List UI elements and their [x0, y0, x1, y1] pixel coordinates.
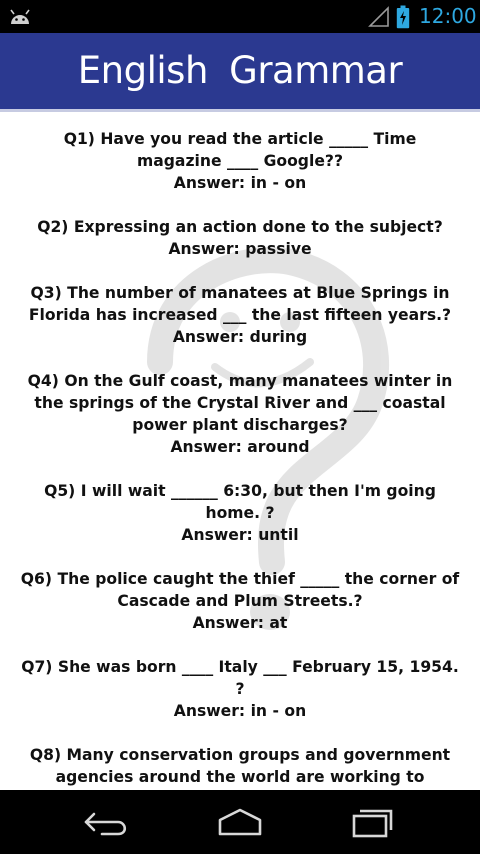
list-item — [20, 370, 460, 458]
question-text: Q6) The police caught the thief _____ the corner of Cascade and Plum Streets.? — [20, 570, 460, 610]
question-text: Q1) Have you read the article _____ Time magazine ____ Google?? — [63, 130, 417, 170]
battery-icon — [396, 5, 410, 29]
question-text: Q7) She was born ____ Italy ___ February 15, 1954. ? — [21, 658, 459, 698]
questions-scroll-area[interactable] — [0, 112, 480, 790]
list-item — [20, 216, 460, 260]
recent-apps-icon[interactable] — [344, 804, 400, 840]
answer-text: Answer: passive — [168, 240, 312, 258]
question-text: Q8) Many conservation groups and government agencies around the world are working to — [29, 746, 451, 786]
list-item — [20, 282, 460, 348]
back-icon[interactable] — [80, 804, 136, 840]
page-title: English Grammar — [77, 49, 403, 92]
question-list — [20, 128, 460, 832]
list-item — [20, 128, 460, 194]
list-item — [20, 480, 460, 546]
navigation-bar — [0, 790, 480, 854]
list-item — [20, 656, 460, 722]
question-text: Q5) I will wait ______ 6:30, but then I'm going home. ? — [44, 482, 436, 522]
answer-text: Answer: at — [192, 614, 288, 632]
answer-text: Answer: in - on — [173, 174, 307, 192]
status-time: 12:00 — [419, 4, 477, 28]
question-text: Q4) On the Gulf coast, many manatees winter in the springs of the Crystal River and ___ coastal power plant discharges? — [27, 372, 453, 434]
answer-text: Answer: in - on — [173, 702, 307, 720]
answer-text: Answer: during — [172, 328, 308, 346]
status-bar — [0, 0, 480, 33]
question-text: Q3) The number of manatees at Blue Springs in Florida has increased ___ the last fifteen years.? — [28, 284, 452, 324]
signal-icon — [368, 6, 390, 28]
android-icon — [8, 6, 32, 26]
answer-text: Answer: around — [170, 438, 310, 456]
list-item — [20, 568, 460, 634]
answer-text: Answer: until — [181, 526, 299, 544]
home-icon[interactable] — [212, 804, 268, 840]
question-text: Q2) Expressing an action done to the subject? — [37, 218, 443, 236]
app-header — [0, 33, 480, 112]
